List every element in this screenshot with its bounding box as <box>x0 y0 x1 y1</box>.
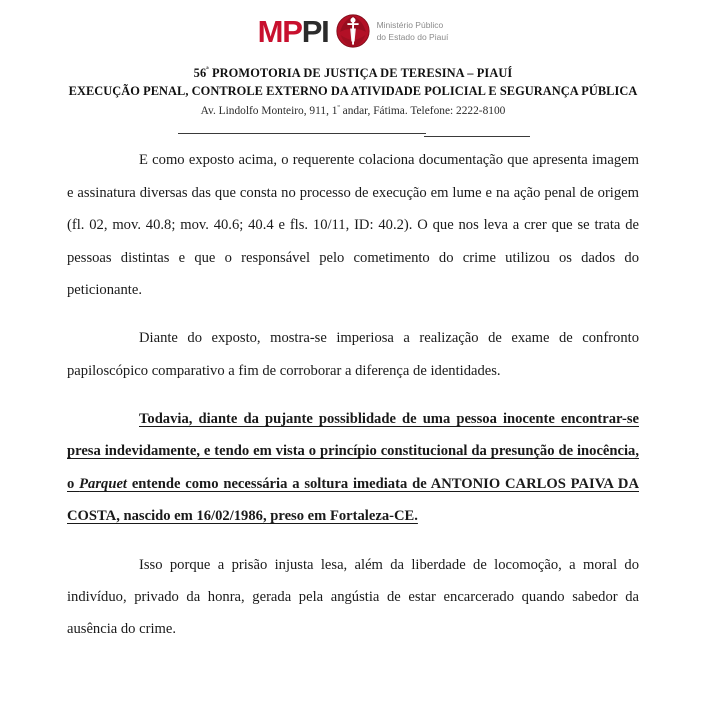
logo-tagline-line1: Ministério Público <box>376 20 444 31</box>
address-rest: andar, Fátima. Telefone: 2222-8100 <box>339 105 506 118</box>
document-body <box>67 141 639 645</box>
paragraph-request: Diante do exposto, mostra-se imperiosa a realização de exame de confronto papiloscópico comparativo a fim de corroborar a diferença de identidades. <box>67 330 639 379</box>
paragraph-evidence: E como exposto acima, o requerente colaciona documentação que apresenta imagem e assinatura diversas das que consta no processo de execução em lume e na ação penal de origem (fl. 02, mov. 40.8; mov. 40.6; 40.4 e fls. 10/11, ID: 40.2). O que nos leva a crer que se trata de pessoas distintas e que o responsável pelo cometimento do crime utilizou os dados do peticionante. <box>67 152 639 298</box>
divider-rule-secondary <box>424 136 530 137</box>
promotoria-number: 56 <box>193 66 207 80</box>
logo-wordmark-pi: PI <box>301 13 329 49</box>
release-order-latin-term: Parquet <box>79 475 127 492</box>
mppi-seal-icon <box>336 14 370 48</box>
logo-wordmark-mp: MP <box>257 13 302 49</box>
paragraph-release-order <box>67 403 639 533</box>
release-order-text-1: Todavia, diante da pujante possiblidade de uma pessoa inocente encontrar-se presa indevidamente, e tendo em vista o princípio constitucional da presunção de inocência, o <box>67 411 639 492</box>
paragraph-rationale: Isso porque a prisão injusta lesa, além da liberdade de locomoção, a moral do indivíduo, privado da honra, gerada pela angústia de estar encarcerado quando sabedor da ausência do crime. <box>67 556 639 638</box>
header-divider <box>0 127 706 141</box>
release-order-text-2: entende como necessária a soltura imediata de ANTONIO CARLOS PAIVA DA COSTA, nascido em 16/02/1986, preso em Fortaleza-CE. <box>67 475 639 525</box>
promotoria-title <box>0 64 706 83</box>
logo-tagline <box>377 19 449 42</box>
address-ordinal: º <box>337 103 340 113</box>
promotoria-title-rest: PROMOTORIA DE JUSTIÇA DE TERESINA – PIAUÍ <box>208 66 513 80</box>
department-title: EXECUÇÃO PENAL, CONTROLE EXTERNO DA ATIVIDADE POLICIAL E SEGURANÇA PÚBLICA <box>68 83 638 98</box>
address-prefix: Av. Lindolfo Monteiro, 911, 1 <box>200 105 338 118</box>
mppi-logo <box>258 14 449 48</box>
divider-rule-primary <box>178 133 426 134</box>
logo-wordmark <box>257 13 329 49</box>
letterhead <box>0 0 706 48</box>
logo-tagline-line2: do Estado do Piauí <box>376 31 449 42</box>
promotoria-ordinal: ª <box>206 65 209 74</box>
office-address <box>0 102 706 120</box>
letterhead-titles <box>0 64 706 120</box>
